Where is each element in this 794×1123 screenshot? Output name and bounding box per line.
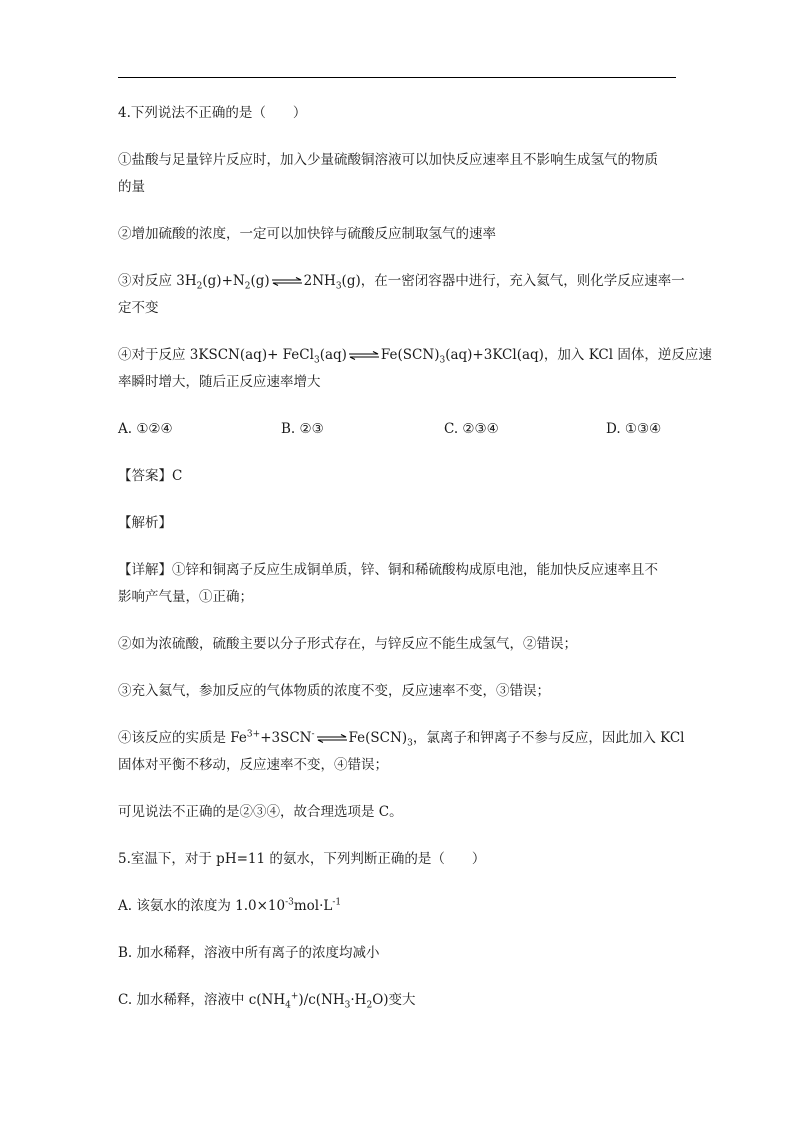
q4-statement-3-line-1: ③对反应 $3H_2(g)+N_2(g)$ $2NH_3(g)$，在一密闭容器中进行，充入氦气，则化学反应速率一 — [118, 273, 685, 292]
q4-answer: 【答案】C — [118, 468, 183, 484]
q4-option-c: C. ②③④ — [444, 421, 499, 437]
equilibrium-arrow-icon — [316, 734, 348, 743]
q4-statement-1-line-1: ①盐酸与足量锌片反应时，加入少量硫酸铜溶液可以加快反应速率且不影响生成氢气的物质 — [118, 152, 658, 168]
q4-statement-4-line-1: ④对于反应 3KSCN(aq)+ FeCl$_3$(aq) $Fe(SCN)_3(aq)+3KCl(aq)$，加入 KCl 固体，逆反应速 — [118, 347, 712, 366]
q5-option-b: B. 加水稀释，溶液中所有离子的浓度均减小 — [118, 945, 380, 961]
q4-statement-4-line-2: 率瞬时增大，随后正反应速率增大 — [118, 374, 321, 390]
equilibrium-arrow-icon — [271, 277, 303, 286]
q4-detail-3: ③充入氦气，参加反应的气体物质的浓度不变，反应速率不变，③错误； — [118, 683, 550, 699]
q4-option-d: D. ①③④ — [606, 421, 662, 437]
q4-stem: 4.下列说法不正确的是（ ） — [118, 105, 307, 121]
q5-stem: 5.室温下，对于 pH=11 的氨水，下列判断正确的是（ ） — [118, 851, 486, 867]
q4-detail-4-line-1: ④该反应的实质是 $Fe^{3+}+3SCN^-$ $Fe(SCN)_3$，氯离子和钾离子不参与反应，因此加入 KCl — [118, 729, 685, 749]
q4-detail-line-2: 影响产气量，①正确； — [118, 589, 253, 605]
q4-option-a: A. ①②④ — [118, 421, 173, 437]
q4-detail-4-line-2: 固体对平衡不移动，反应速率不变，④错误； — [118, 757, 388, 773]
q4-detail-2: ②如为浓硫酸，硫酸主要以分子形式存在，与锌反应不能生成氢气，②错误； — [118, 636, 577, 652]
q4-option-b: B. ②③ — [281, 421, 324, 437]
q4-statement-2: ②增加硫酸的浓度，一定可以加快锌与硫酸反应制取氢气的速率 — [118, 226, 496, 242]
q4-statement-3-line-2: 定不变 — [118, 300, 159, 316]
q4-options — [118, 416, 678, 443]
q4-conclusion: 可见说法不正确的是②③④，故合理选项是 C。 — [118, 804, 403, 820]
equilibrium-arrow-icon — [348, 351, 380, 360]
q5-option-c: C. 加水稀释，溶液中 $c(NH_4^+)/c(NH_3\cdot H_2O)$变大 — [118, 991, 416, 1011]
header-rule — [118, 77, 676, 78]
q4-statement-1-line-2: 的量 — [118, 179, 145, 195]
q4-detail-line-1: 【详解】①锌和铜离子反应生成铜单质，锌、铜和稀硫酸构成原电池，能加快反应速率且不 — [118, 562, 658, 578]
q4-analysis-label: 【解析】 — [118, 515, 172, 531]
q5-option-a: A. 该氨水的浓度为 $1.0\times 10^{-3}mol\cdot L^{-1}$ — [118, 897, 342, 914]
document-content — [118, 100, 712, 1014]
